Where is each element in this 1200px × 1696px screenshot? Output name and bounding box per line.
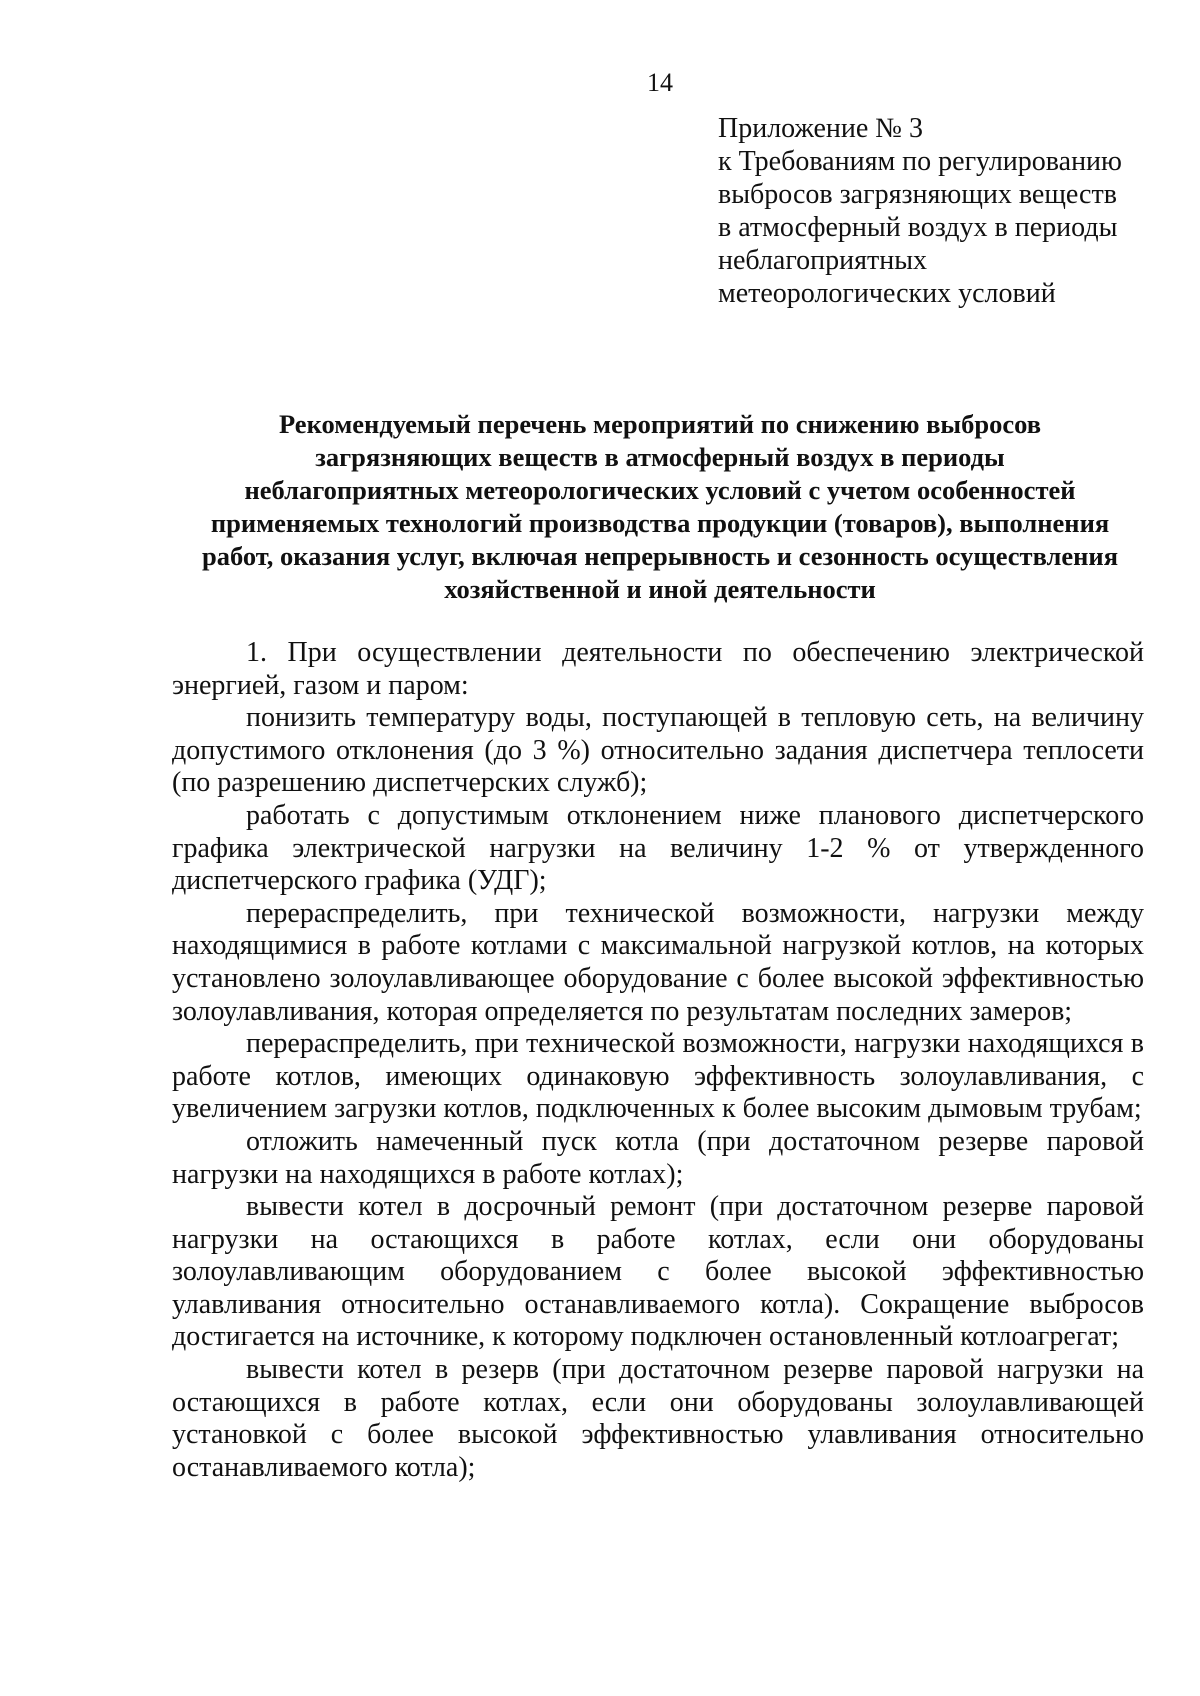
- appendix-line: к Требованиям по регулированию: [718, 146, 1122, 177]
- paragraph-lower-water-temperature: понизить температуру воды, поступающей в тепловую сеть, на величину допустимого отклонения (до 3 %) относительно задания диспетчера теплосети (по разрешению диспетчерских служб);: [172, 702, 1144, 799]
- paragraph-postpone-boiler-start: отложить намеченный пуск котла (при достаточном резерве паровой нагрузки на находящихся в работе котлах);: [172, 1125, 1144, 1190]
- paragraph-boiler-reserve: вывести котел в резерв (при достаточном резерве паровой нагрузки на остающихся в работе котлах, если они оборудованы золоулавливающей установкой с более высокой эффективностью улавливания относительно останавливаемого котла);: [172, 1354, 1144, 1483]
- paragraph-early-repair: вывести котел в досрочный ремонт (при достаточном резерве паровой нагрузки на остающихся в работе котлах, если они оборудованы золоулавливающим оборудованием с более высокой эффективностью улавливания относительно останавливаемого котла). Сокращение выбросов достигается на источнике, к которому подключен остановленный котлоагрегат;: [172, 1191, 1144, 1353]
- paragraph-electric-load-deviation: работать с допустимым отклонением ниже планового диспетчерского графика электрической нагрузки на величину 1-2 % от утвержденного диспетчерского графика (УДГ);: [172, 799, 1144, 897]
- title-line: применяемых технологий производства продукции (товаров), выполнения: [210, 508, 1110, 538]
- title-line: загрязняющих веществ в атмосферный воздух в периоды: [315, 442, 1005, 472]
- title-line: хозяйственной и иной деятельности: [444, 574, 876, 604]
- appendix-line: неблагоприятных: [718, 245, 928, 276]
- page-number: 14: [647, 68, 673, 97]
- appendix-line: метеорологических условий: [718, 278, 1056, 309]
- appendix-line: выбросов загрязняющих веществ: [718, 179, 1117, 210]
- title-line: работ, оказания услуг, включая непрерывность и сезонность осуществления: [201, 541, 1119, 571]
- title-line: неблагоприятных метеорологических условий с учетом особенностей: [244, 475, 1076, 505]
- document-title: [130, 408, 1190, 606]
- document-body: [172, 637, 1144, 1484]
- appendix-line: Приложение № 3: [718, 113, 923, 144]
- appendix-line: в атмосферный воздух в периоды: [718, 212, 1118, 243]
- appendix-header: [718, 112, 1148, 310]
- paragraph-redistribute-load-max: перераспределить, при технической возможности, нагрузки между находящимися в работе котлами с максимальной нагрузкой котлов, на которых установлено золоулавливающее оборудование с более высокой эффективностью золоулавливания, которая определяется по результатам последних замеров;: [172, 897, 1144, 1027]
- paragraph-item-1: 1. При осуществлении деятельности по обеспечению электрической энергией, газом и паром:: [172, 637, 1144, 701]
- paragraph-redistribute-load-chimneys: перераспределить, при технической возможности, нагрузки находящихся в работе котлов, имеющих одинаковую эффективность золоулавливания, с увеличением загрузки котлов, подключенных к более высоким дымовым трубам;: [172, 1028, 1144, 1125]
- title-line: Рекомендуемый перечень мероприятий по снижению выбросов: [278, 409, 1042, 439]
